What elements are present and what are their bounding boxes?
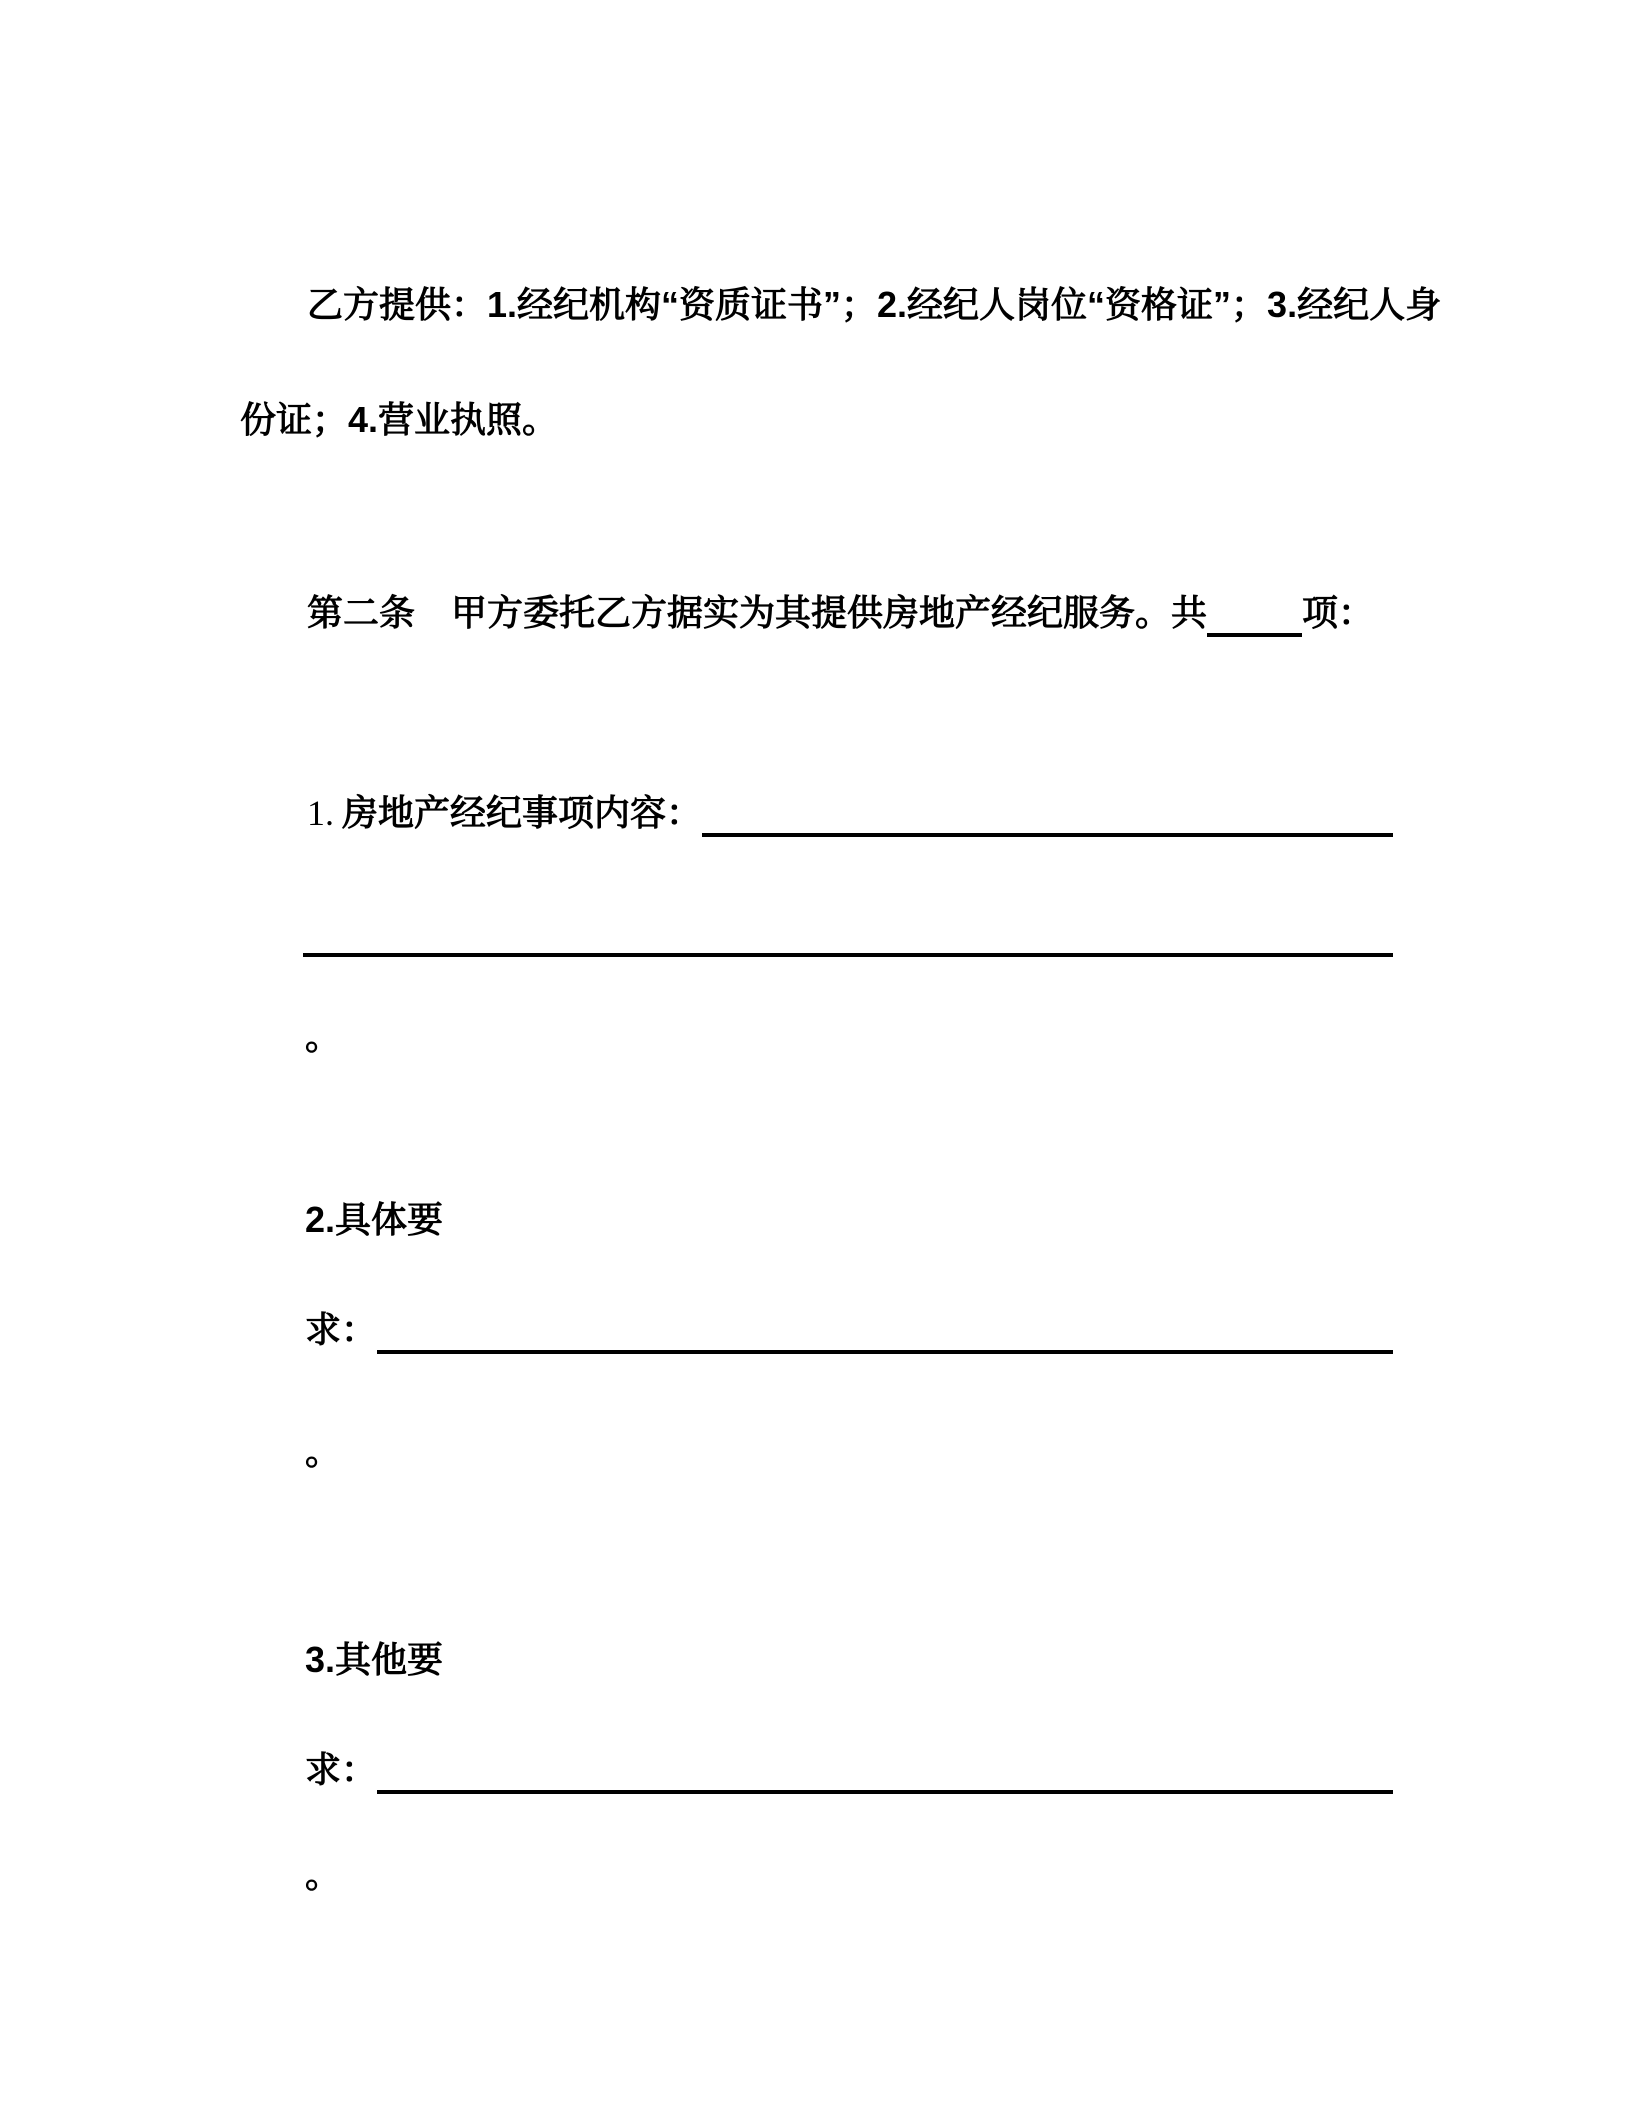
clause-2-line <box>307 589 1374 637</box>
item-1-blank-line-1[interactable] <box>702 789 1393 837</box>
item-3-label-line-2: 求： <box>305 1749 378 1790</box>
clause-2-text-after-blank: 项： <box>1302 592 1375 633</box>
item-2-label-line-2: 求： <box>305 1309 378 1350</box>
item-2-period: 。 <box>305 1431 342 1472</box>
item-3-label-line-1: 3.其他要 <box>305 1639 444 1680</box>
item-1-number: 1. <box>307 793 334 833</box>
item-1-blank-line-2[interactable] <box>303 905 1393 957</box>
item-2-label-line-1: 2.具体要 <box>305 1199 444 1240</box>
clause-2-item-count-blank[interactable] <box>1207 589 1302 637</box>
item-1-label: 房地产经纪事项内容： <box>342 792 703 833</box>
item-1-content-line <box>307 789 1393 837</box>
item-2-requirement-line <box>305 1306 1393 1354</box>
item-2-blank[interactable] <box>377 1306 1393 1354</box>
item-3-requirement-line <box>305 1746 1393 1794</box>
item-1-period: 。 <box>305 1016 342 1057</box>
party-b-provides-line1: 乙方提供：1.经纪机构“资质证书”；2.经纪人岗位“资格证”；3.经纪人身 <box>307 284 1442 325</box>
clause-2-text-before-blank: 第二条 甲方委托乙方据实为其提供房地产经纪服务。共 <box>307 592 1208 633</box>
item-3-period: 。 <box>305 1854 342 1895</box>
party-b-provides-line2: 份证；4.营业执照。 <box>240 399 559 440</box>
item-3-blank[interactable] <box>377 1746 1393 1794</box>
